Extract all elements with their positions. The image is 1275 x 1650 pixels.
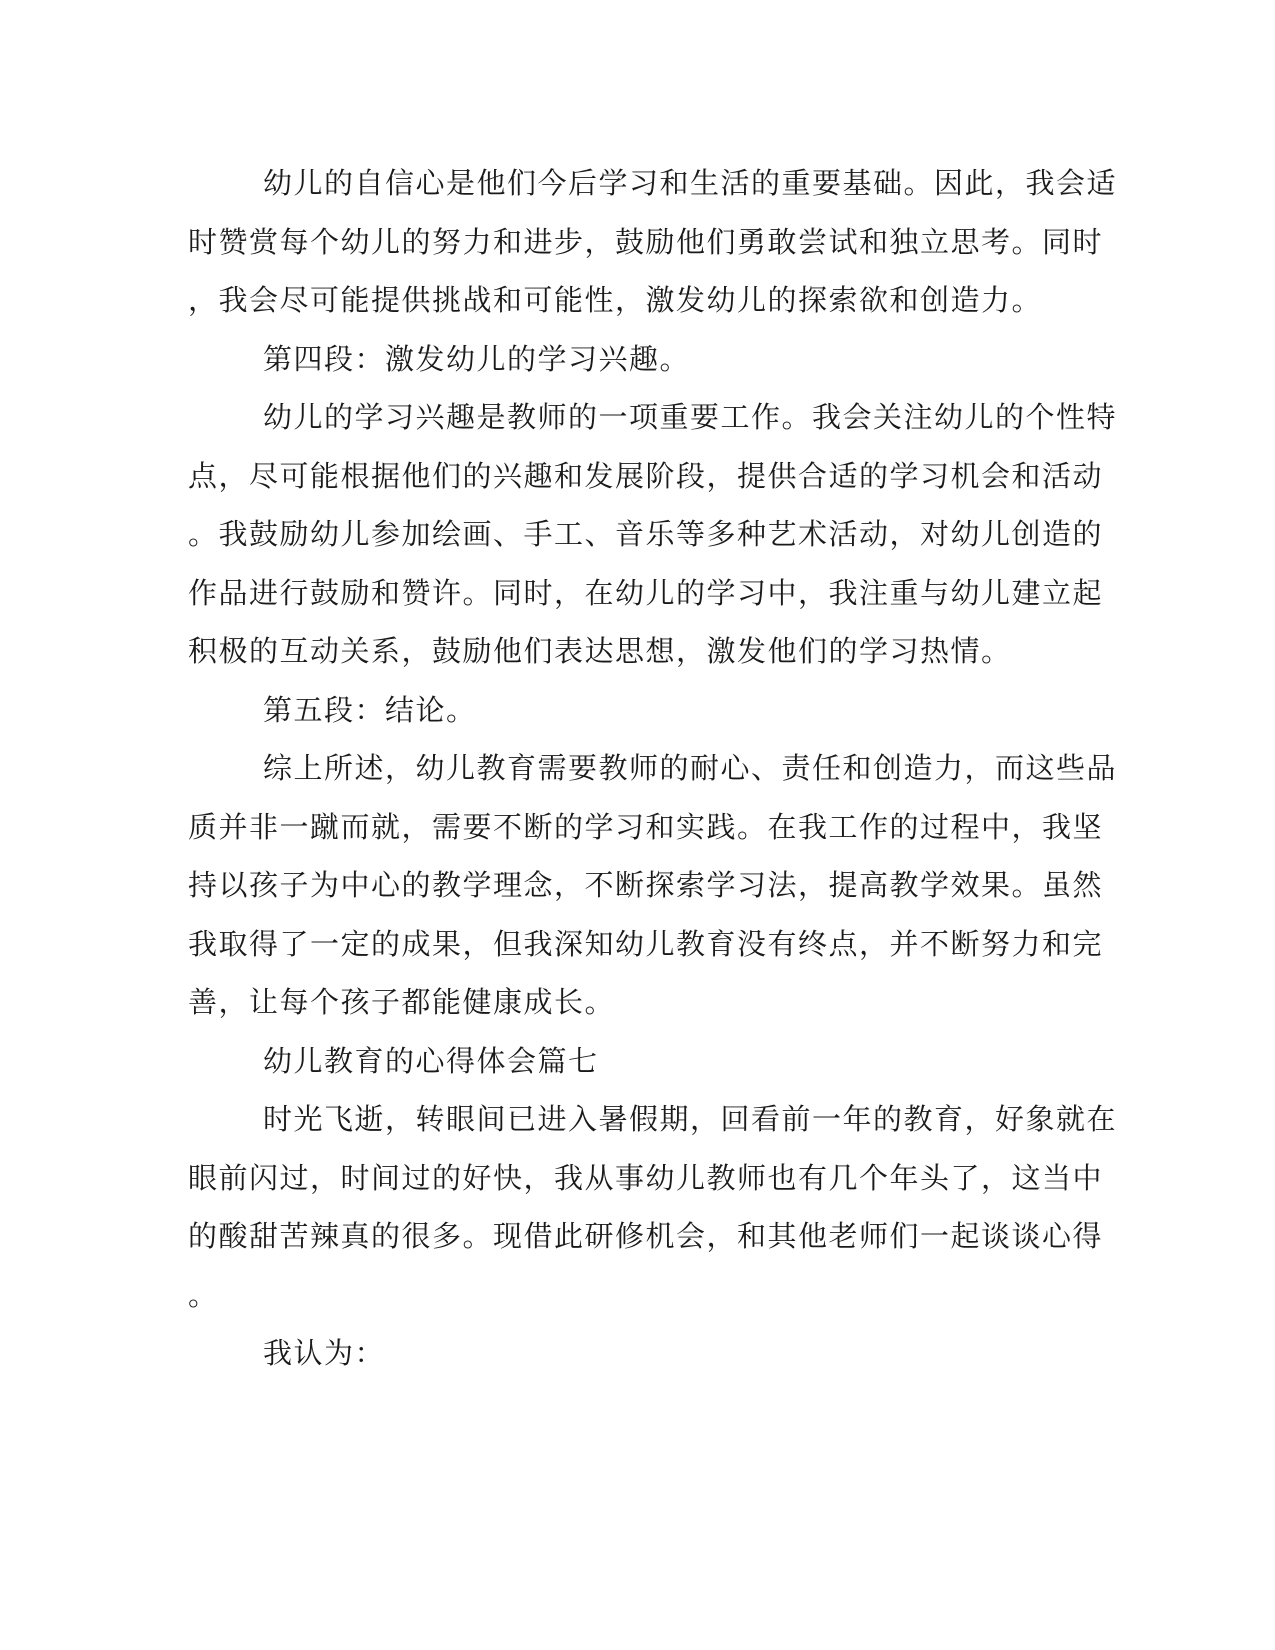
paragraph-line: 幼儿的学习兴趣是教师的一项重要工作。我会关注幼儿的个性特 xyxy=(263,400,1118,434)
paragraph-line: 作品进行鼓励和赞许。同时，在幼儿的学习中，我注重与幼儿建立起 xyxy=(188,576,1104,610)
paragraph-line: 的酸甜苦辣真的很多。现借此研修机会，和其他老师们一起谈谈心得 xyxy=(188,1219,1104,1253)
section-heading: 第四段：激发幼儿的学习兴趣。 xyxy=(263,342,691,376)
paragraph-line: 质并非一蹴而就，需要不断的学习和实践。在我工作的过程中，我坚 xyxy=(188,810,1104,844)
paragraph-line: 。我鼓励幼儿参加绘画、手工、音乐等多种艺术活动，对幼儿创造的 xyxy=(188,517,1104,551)
paragraph-line: 综上所述，幼儿教育需要教师的耐心、责任和创造力，而这些品 xyxy=(263,751,1118,785)
paragraph-line: 点，尽可能根据他们的兴趣和发展阶段，提供合适的学习机会和活动 xyxy=(188,459,1104,493)
paragraph-line: 。 xyxy=(188,1278,219,1312)
paragraph-line: 时赞赏每个幼儿的努力和进步，鼓励他们勇敢尝试和独立思考。同时 xyxy=(188,225,1104,259)
paragraph-line: 我认为： xyxy=(263,1336,386,1370)
paragraph-line: 时光飞逝，转眼间已进入暑假期，回看前一年的教育，好象就在 xyxy=(263,1102,1118,1136)
paragraph-line: 我取得了一定的成果，但我深知幼儿教育没有终点，并不断努力和完 xyxy=(188,927,1104,961)
article-title: 幼儿教育的心得体会篇七 xyxy=(263,1044,599,1078)
paragraph-line: 持以孩子为中心的教学理念，不断探索学习法，提高教学效果。虽然 xyxy=(188,868,1104,902)
paragraph-line: ，我会尽可能提供挑战和可能性，激发幼儿的探索欲和创造力。 xyxy=(188,283,1043,317)
paragraph-line: 幼儿的自信心是他们今后学习和生活的重要基础。因此，我会适 xyxy=(263,166,1118,200)
section-heading: 第五段：结论。 xyxy=(263,693,477,727)
paragraph-line: 积极的互动关系，鼓励他们表达思想，激发他们的学习热情。 xyxy=(188,634,1012,668)
paragraph-line: 眼前闪过，时间过的好快，我从事幼儿教师也有几个年头了，这当中 xyxy=(188,1161,1104,1195)
paragraph-line: 善，让每个孩子都能健康成长。 xyxy=(188,985,616,1019)
